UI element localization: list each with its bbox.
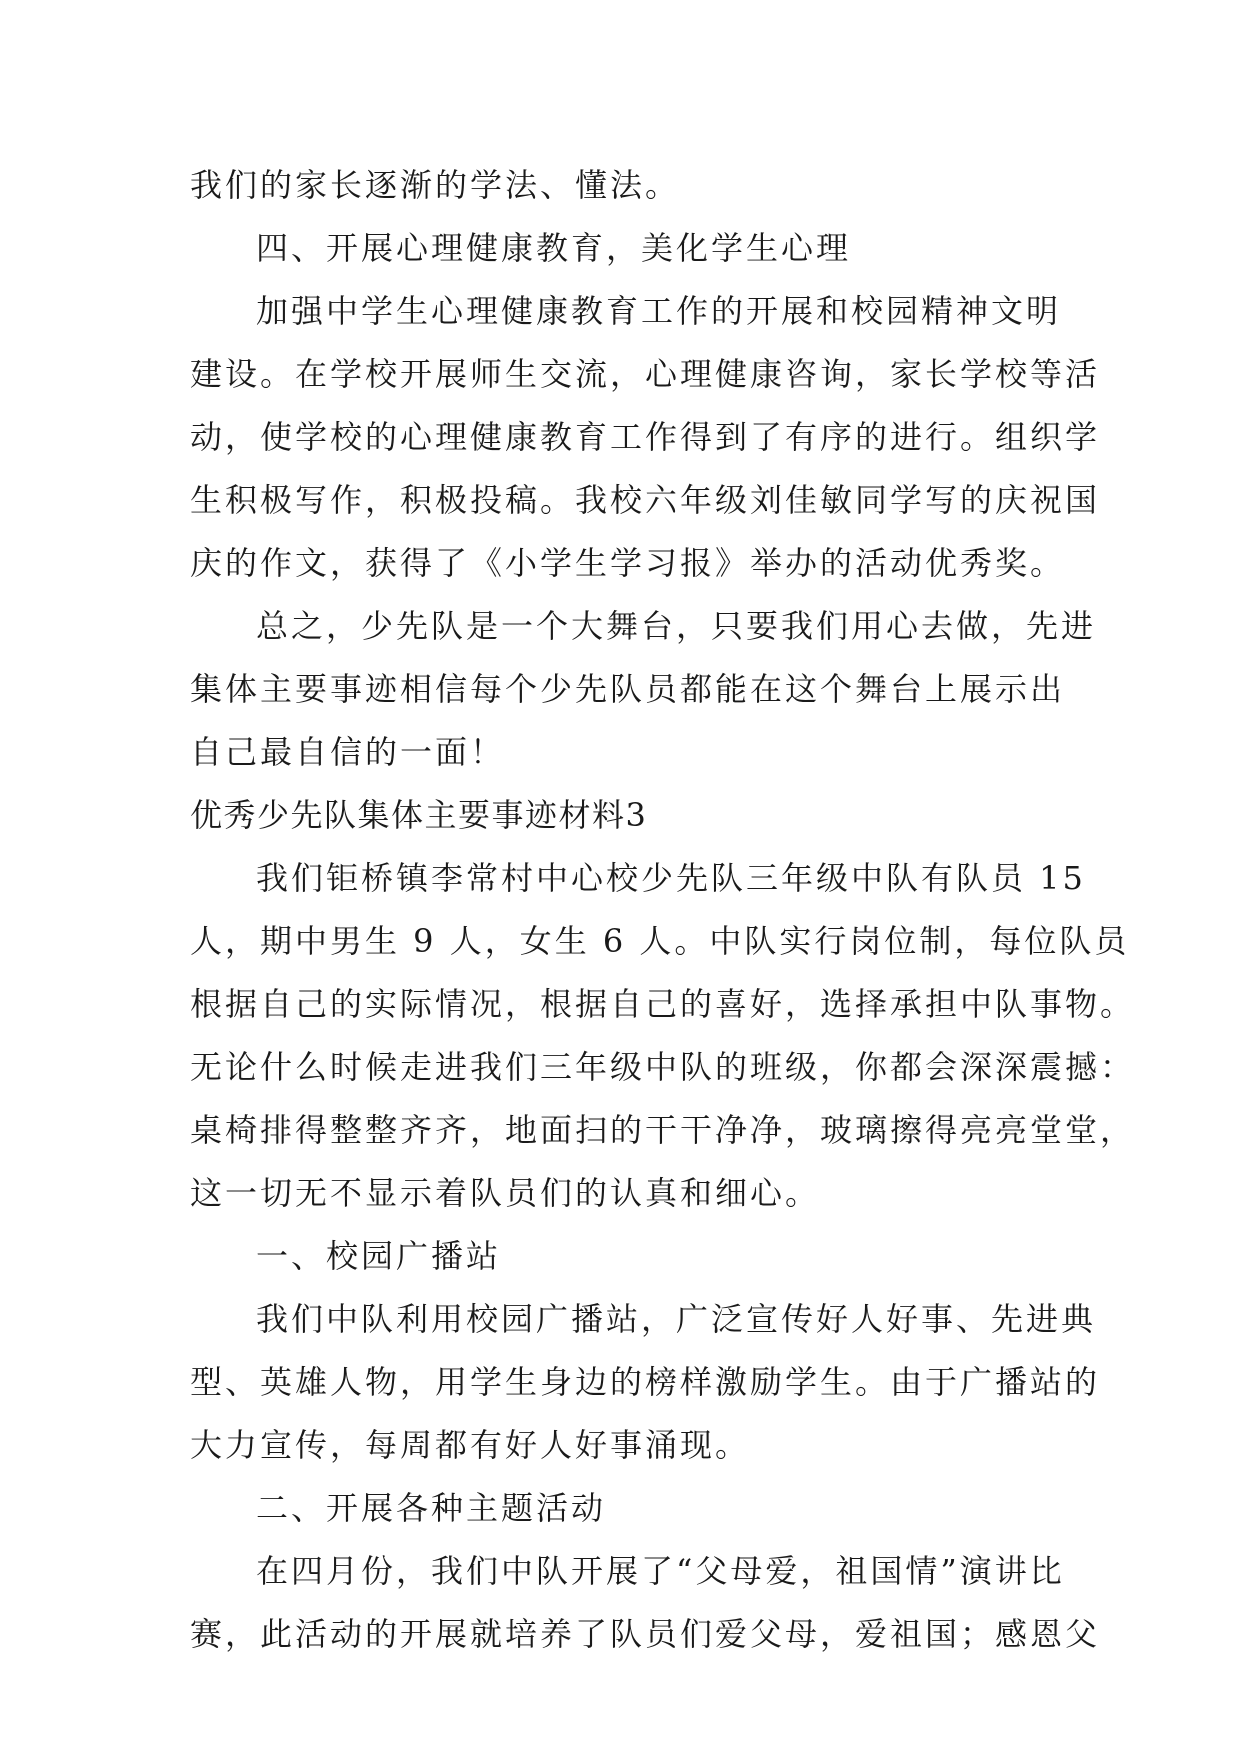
section-heading: 一、校园广播站	[256, 1237, 502, 1275]
paragraph-line: 我们中队利用校园广播站，广泛宣传好人好事、先进典	[256, 1300, 1097, 1338]
paragraph-line: 无论什么时候走进我们三年级中队的班级，你都会深深震撼：	[190, 1048, 1136, 1086]
section-heading: 二、开展各种主题活动	[256, 1489, 607, 1527]
paragraph-line: 总之，少先队是一个大舞台，只要我们用心去做，先进	[256, 607, 1097, 645]
paragraph-line: 庆的作文，获得了《小学生学习报》举办的活动优秀奖。	[190, 544, 1066, 582]
paragraph-line: 自己最自信的一面！	[190, 733, 506, 771]
paragraph-line: 加强中学生心理健康教育工作的开展和校园精神文明	[256, 292, 1062, 330]
paragraph-line: 人，期中男生 9 人，女生 6 人。中队实行岗位制，每位队员	[190, 922, 1130, 960]
paragraph-line: 集体主要事迹相信每个少先队员都能在这个舞台上展示出	[190, 670, 1066, 708]
paragraph-line: 型、英雄人物，用学生身边的榜样激励学生。由于广播站的	[190, 1363, 1101, 1401]
paragraph-line: 动，使学校的心理健康教育工作得到了有序的进行。组织学	[190, 418, 1101, 456]
paragraph-line: 在四月份，我们中队开展了“父母爱，祖国情”演讲比	[256, 1552, 1065, 1590]
paragraph-line: 根据自己的实际情况，根据自己的喜好，选择承担中队事物。	[190, 985, 1136, 1023]
section-title: 优秀少先队集体主要事迹材料3	[190, 796, 648, 834]
paragraph-line: 桌椅排得整整齐齐，地面扫的干干净净，玻璃擦得亮亮堂堂，	[190, 1111, 1136, 1149]
paragraph-line: 建设。在学校开展师生交流，心理健康咨询，家长学校等活	[190, 355, 1101, 393]
paragraph-line: 我们钜桥镇李常村中心校少先队三年级中队有队员 15	[256, 859, 1086, 897]
paragraph-line: 这一切无不显示着队员们的认真和细心。	[190, 1174, 821, 1212]
paragraph-line: 我们的家长逐渐的学法、懂法。	[190, 166, 681, 204]
paragraph-line: 大力宣传，每周都有好人好事涌现。	[190, 1426, 751, 1464]
paragraph-line: 生积极写作，积极投稿。我校六年级刘佳敏同学写的庆祝国	[190, 481, 1101, 519]
paragraph-line: 赛，此活动的开展就培养了队员们爱父母，爱祖国；感恩父	[190, 1615, 1101, 1653]
section-heading: 四、开展心理健康教育，美化学生心理	[256, 229, 852, 267]
